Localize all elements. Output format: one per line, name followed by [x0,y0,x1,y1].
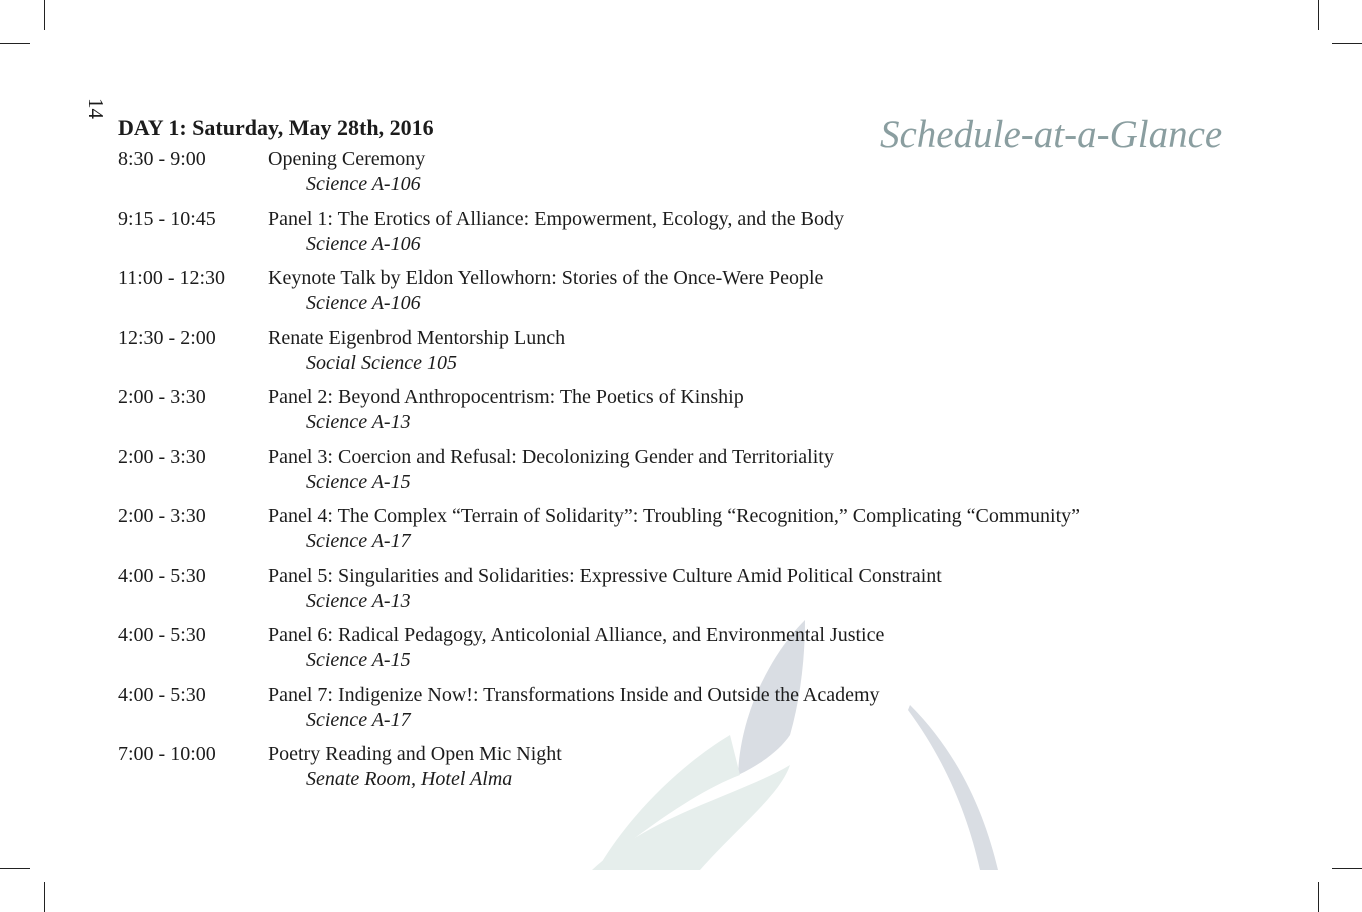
crop-mark [0,43,30,44]
crop-mark [1332,868,1362,869]
schedule-event: Panel 4: The Complex “Terrain of Solidarity”: Troubling “Recognition,” Complicating “Community” [268,505,1081,527]
schedule-row [118,208,1238,268]
schedule-event: Poetry Reading and Open Mic Night [268,743,562,765]
crop-mark [0,868,30,869]
schedule-room: Social Science 105 [306,351,458,374]
schedule-event: Panel 1: The Erotics of Alliance: Empowerment, Ecology, and the Body [268,207,844,230]
page-number: 14 [84,98,108,119]
schedule-row [118,624,1238,684]
schedule-event: Renate Eigenbrod Mentorship Lunch [268,326,566,349]
section-title: Schedule-at-a-Glance [880,113,1223,156]
schedule-row [118,446,1238,506]
schedule-time: 2:00 - 3:30 [118,386,206,408]
schedule-time: 11:00 - 12:30 [118,267,226,289]
schedule-room: Science A-106 [306,173,421,195]
schedule-room: Science A-15 [306,470,411,493]
schedule-event: Panel 7: Indigenize Now!: Transformations Inside and Outside the Academy [268,683,880,706]
day-heading: DAY 1: Saturday, May 28th, 2016 [118,115,434,140]
schedule-event: Keynote Talk by Eldon Yellowhorn: Stories of the Once-Were People [268,267,824,289]
schedule-time: 2:00 - 3:30 [118,505,206,527]
schedule-time: 9:15 - 10:45 [118,207,216,230]
schedule-row [118,148,1238,208]
schedule-row [118,743,1238,803]
schedule-time: 4:00 - 5:30 [118,624,206,646]
schedule-row [118,267,1238,327]
schedule-room: Science A-17 [306,530,411,552]
schedule-row [118,505,1238,565]
crop-mark [44,0,45,30]
schedule-room: Science A-106 [306,292,421,314]
schedule-room: Science A-17 [306,708,411,731]
crop-mark [1332,43,1362,44]
schedule-event: Opening Ceremony [268,148,426,170]
schedule-room: Science A-106 [306,232,421,255]
schedule-event: Panel 3: Coercion and Refusal: Decolonizing Gender and Territoriality [268,445,834,468]
schedule-room: Science A-13 [306,411,411,433]
schedule-time: 4:00 - 5:30 [118,564,206,587]
schedule-row [118,327,1238,387]
crop-mark [1318,882,1319,912]
schedule-time: 7:00 - 10:00 [118,743,216,765]
schedule-event: Panel 5: Singularities and Solidarities: Expressive Culture Amid Political Constraint [268,564,942,587]
schedule-room: Science A-15 [306,649,411,671]
schedule-time: 2:00 - 3:30 [118,445,206,468]
schedule-row [118,565,1238,625]
schedule-list [118,148,1238,803]
crop-mark [1318,0,1319,30]
schedule-time: 12:30 - 2:00 [118,326,216,349]
schedule-row [118,386,1238,446]
schedule-room: Senate Room, Hotel Alma [306,768,513,790]
crop-mark [44,882,45,912]
schedule-event: Panel 2: Beyond Anthropocentrism: The Poetics of Kinship [268,386,744,408]
schedule-time: 8:30 - 9:00 [118,148,206,170]
schedule-room: Science A-13 [306,589,411,612]
schedule-event: Panel 6: Radical Pedagogy, Anticolonial Alliance, and Environmental Justice [268,624,885,646]
schedule-time: 4:00 - 5:30 [118,683,206,706]
schedule-row [118,684,1238,744]
